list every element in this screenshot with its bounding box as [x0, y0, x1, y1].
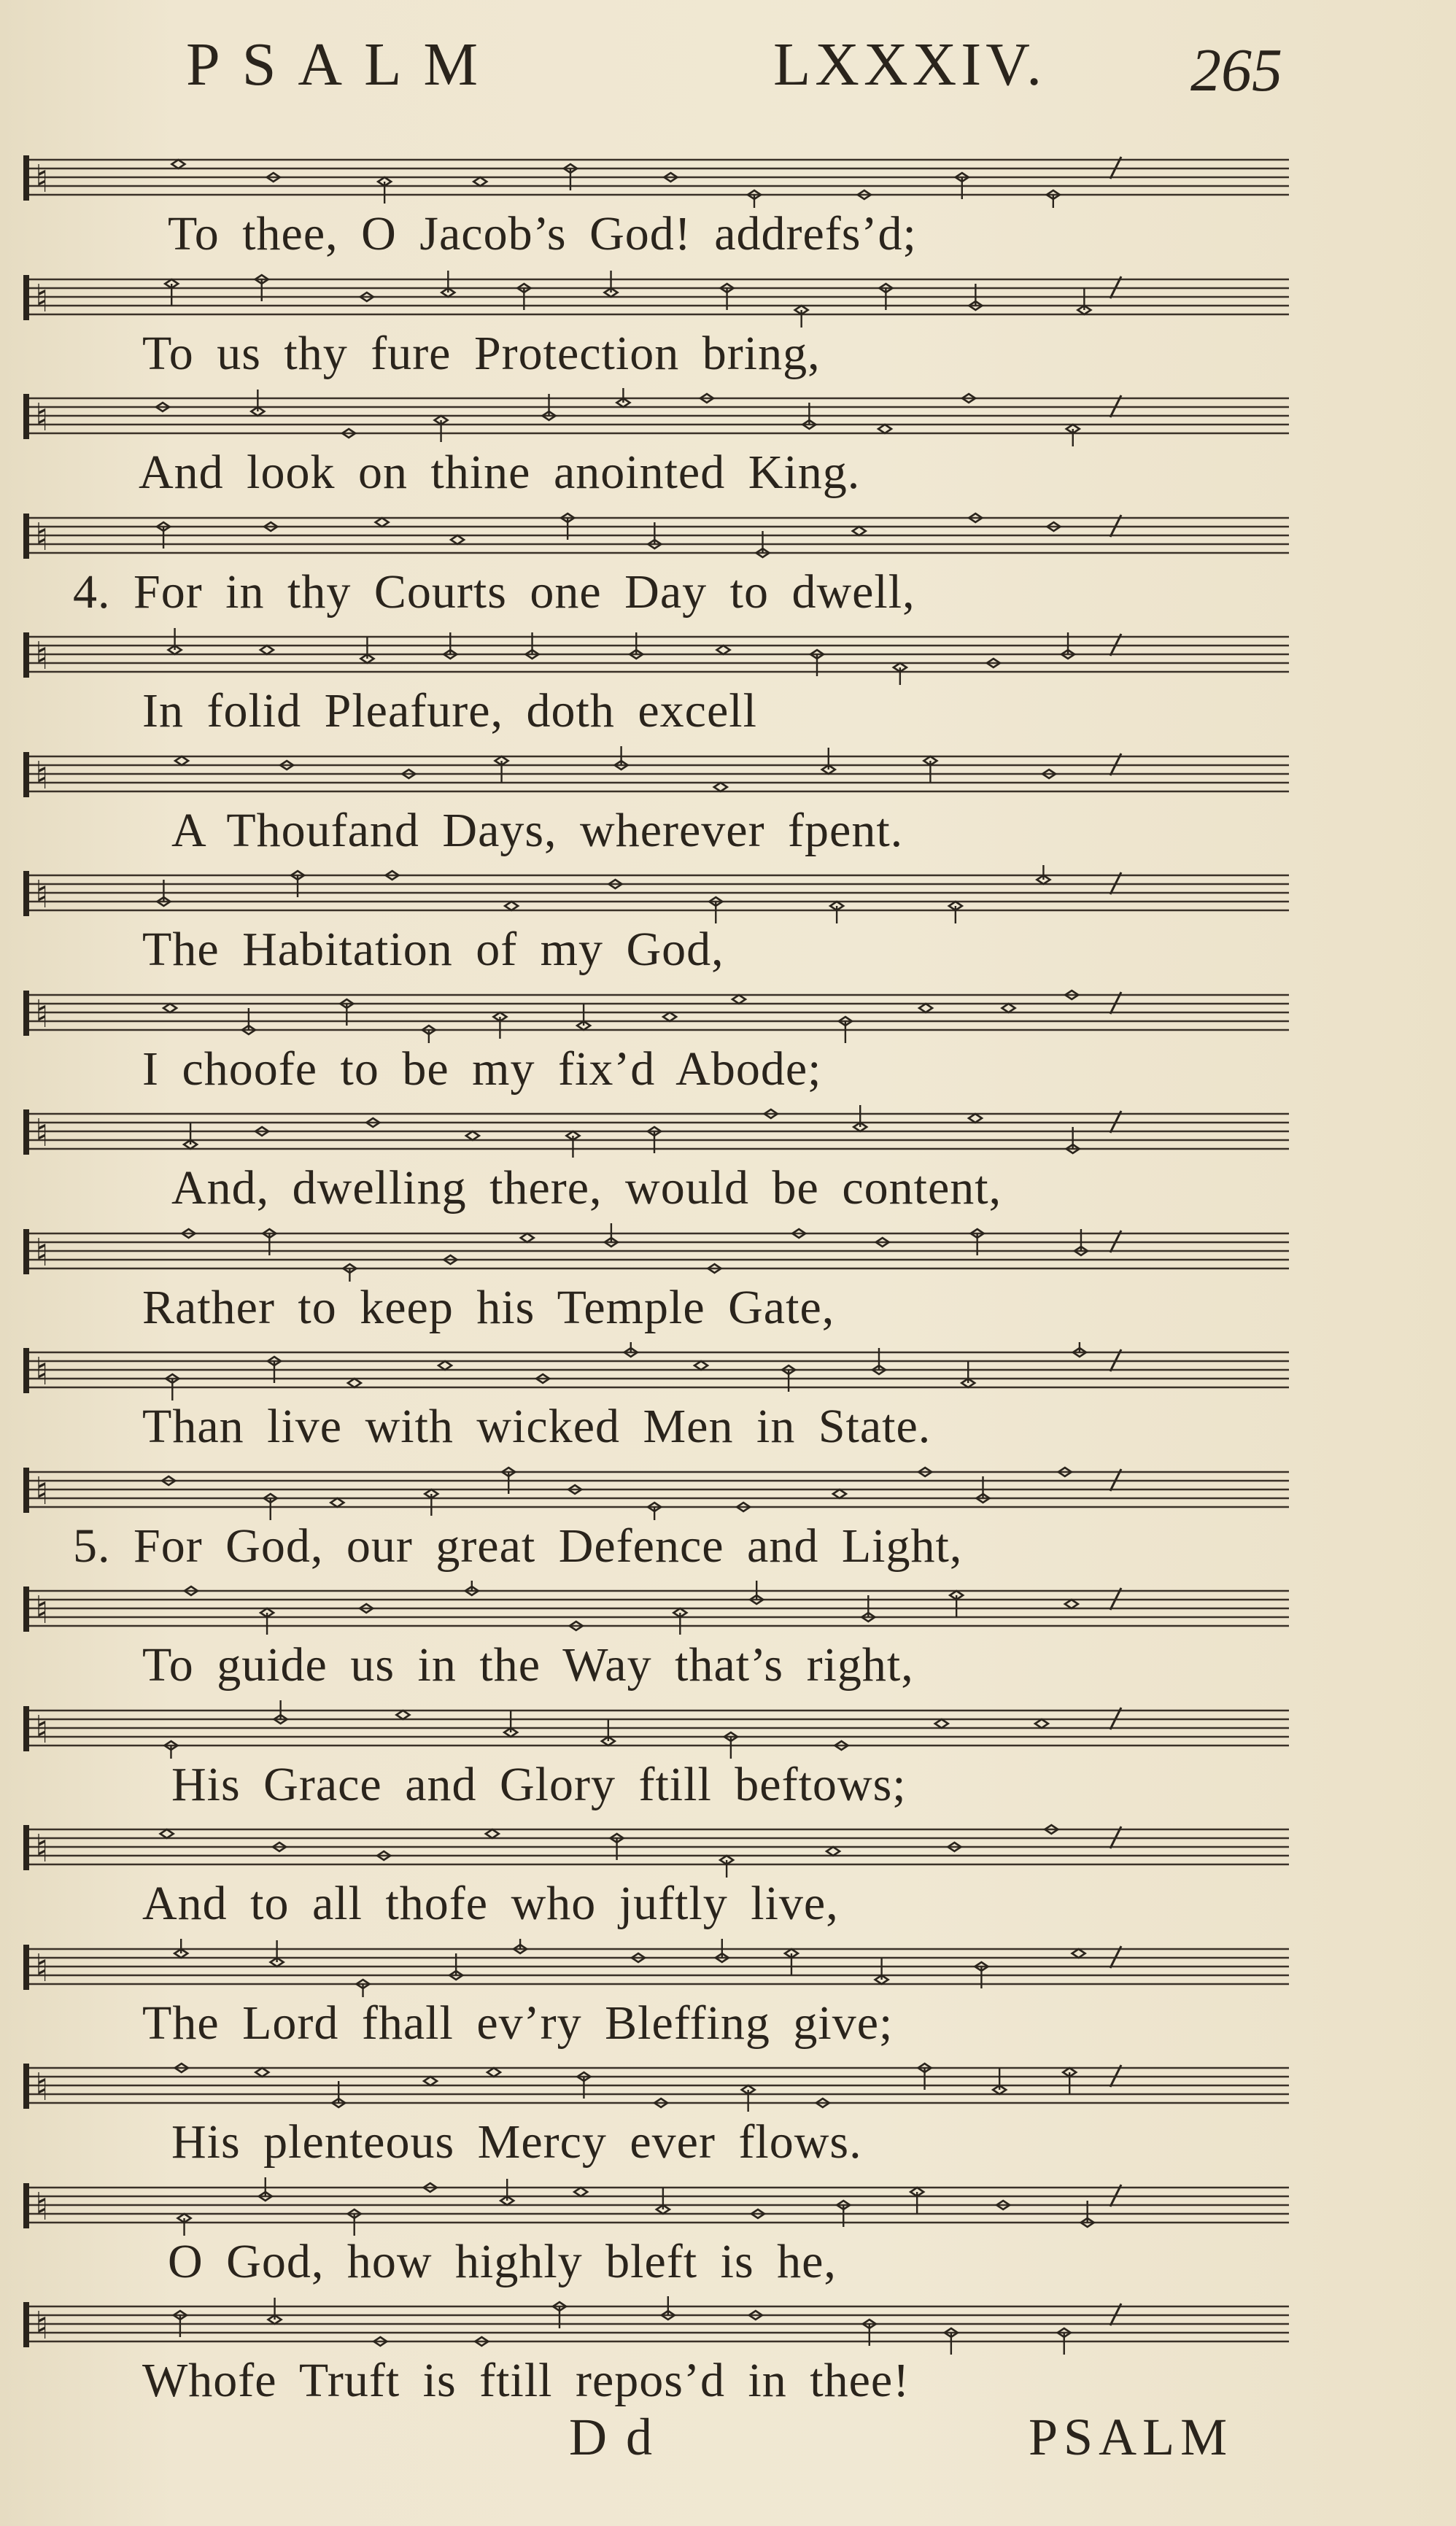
note-head: [1072, 1949, 1085, 1958]
clef-icon: ♮: [35, 1708, 49, 1752]
clef-icon: ♮: [35, 276, 49, 321]
lyric-line: To us thy fure Protection bring,: [142, 326, 821, 380]
clef-bar: [23, 2183, 29, 2228]
music-staff: [16, 150, 1293, 208]
staff-lines: [16, 150, 1293, 208]
music-staff: [16, 1104, 1293, 1162]
music-staff: [16, 865, 1293, 923]
note-head: [833, 1489, 846, 1498]
music-staff: [16, 2177, 1293, 2236]
note-head: [694, 1361, 708, 1370]
note-head: [466, 1131, 479, 1140]
clef-icon: ♮: [35, 1112, 49, 1155]
music-staff: [16, 1939, 1293, 1997]
music-staff: [16, 1223, 1293, 1282]
note-head: [826, 1847, 840, 1856]
clef-icon: ♮: [35, 992, 49, 1037]
lyric-line: And, dwelling there, would be content,: [171, 1161, 1002, 1214]
clef-bar: [23, 752, 29, 797]
note-head: [935, 1719, 948, 1728]
note-head: [521, 1233, 534, 1242]
staff-lines: [16, 627, 1293, 685]
clef-bar: [23, 1229, 29, 1274]
lyric-line: I choofe to be my fix’d Abode;: [142, 1042, 822, 1096]
music-staff: [16, 388, 1293, 446]
clef-bar: [23, 1706, 29, 1751]
lyric-line: Whofe Truft is ftill repos’d in thee!: [142, 2354, 910, 2407]
music-staff: [16, 2296, 1293, 2355]
staff-lines: [16, 2058, 1293, 2116]
clef-icon: ♮: [35, 635, 49, 678]
clef-icon: ♮: [35, 396, 49, 440]
clef-icon: ♮: [35, 2185, 49, 2229]
clef-icon: ♮: [35, 753, 49, 798]
note-head: [853, 527, 866, 535]
note-head: [1002, 1004, 1015, 1012]
lyric-line: A Thoufand Days, wherever fpent.: [171, 803, 904, 857]
music-staff: [16, 627, 1293, 685]
note-head: [438, 1361, 452, 1370]
clef-icon: ♮: [35, 1469, 49, 1514]
note-head: [348, 1379, 361, 1387]
page-header: [0, 22, 1456, 102]
lyric-line: Than live with wicked Men in State.: [142, 1400, 932, 1453]
staff-lines: [16, 1104, 1293, 1162]
psalm-number: LXXXIV.: [773, 31, 1047, 98]
staff-lines: [16, 388, 1293, 446]
clef-bar: [23, 1348, 29, 1393]
staff-lines: [16, 865, 1293, 923]
lyric-line: 4. For in thy Courts one Day to dwell,: [73, 565, 915, 619]
note-head: [255, 2068, 268, 2077]
music-staff: [16, 1462, 1293, 1520]
staff-lines: [16, 2177, 1293, 2236]
note-head: [969, 1114, 982, 1123]
clef-icon: ♮: [35, 1589, 49, 1632]
clef-icon: ♮: [35, 873, 49, 917]
clef-icon: ♮: [35, 1827, 49, 1871]
note-head: [396, 1711, 409, 1719]
music-staff: [16, 269, 1293, 328]
lyric-line: And to all thofe who juftly live,: [142, 1877, 839, 1930]
clef-icon: ♮: [35, 2304, 49, 2348]
note-head: [163, 1004, 177, 1012]
lyric-line: Rather to keep his Temple Gate,: [142, 1280, 835, 1334]
note-head: [330, 1498, 344, 1507]
lyric-line: In folid Pleafure, doth excell: [142, 684, 757, 737]
lyric-line: To thee, O Jacob’s God! addrefs’d;: [168, 207, 917, 260]
clef-icon: ♮: [35, 1350, 49, 1394]
note-head: [376, 518, 389, 527]
clef-icon: ♮: [35, 1231, 49, 1275]
clef-bar: [23, 514, 29, 559]
staff-lines: [16, 746, 1293, 805]
note-head: [732, 995, 746, 1004]
music-staff: [16, 1700, 1293, 1759]
clef-bar: [23, 871, 29, 916]
clef-icon: ♮: [35, 515, 49, 559]
staff-lines: [16, 269, 1293, 328]
page-footer: [0, 2407, 1456, 2480]
note-head: [451, 535, 464, 544]
staff-lines: [16, 1939, 1293, 1997]
staff-lines: [16, 1819, 1293, 1878]
music-staff: [16, 1342, 1293, 1400]
note-head: [505, 902, 518, 910]
clef-bar: [23, 1587, 29, 1632]
lyric-line: The Habitation of my God,: [142, 923, 724, 976]
staff-lines: [16, 1223, 1293, 1282]
staff-lines: [16, 2296, 1293, 2355]
catchword: PSALM: [1029, 2408, 1234, 2466]
clef-bar: [23, 632, 29, 678]
clef-bar: [23, 275, 29, 320]
note-head: [260, 646, 274, 654]
note-head: [663, 1012, 676, 1021]
signature-mark: Dd: [569, 2408, 671, 2466]
music-staff: [16, 1819, 1293, 1878]
note-head: [919, 1004, 932, 1012]
note-head: [717, 646, 730, 654]
music-staff: [16, 508, 1293, 566]
lyric-line: O God, how highly bleft is he,: [168, 2234, 837, 2288]
staff-lines: [16, 985, 1293, 1043]
clef-bar: [23, 1945, 29, 1990]
music-staff: [16, 985, 1293, 1043]
note-head: [175, 756, 188, 765]
staff-lines: [16, 1581, 1293, 1639]
clef-bar: [23, 1109, 29, 1155]
page-number: 265: [1190, 36, 1282, 104]
staff-lines: [16, 1342, 1293, 1400]
note-head: [171, 160, 185, 168]
note-head: [473, 177, 487, 186]
clef-bar: [23, 1825, 29, 1870]
music-staff: [16, 746, 1293, 805]
clef-bar: [23, 2064, 29, 2109]
lyric-line: 5. For God, our great Defence and Light,: [73, 1519, 963, 1573]
music-staff: [16, 1581, 1293, 1639]
running-title: PSALM: [186, 31, 500, 98]
staff-lines: [16, 508, 1293, 566]
lyric-line: His plenteous Mercy ever flows.: [171, 2115, 862, 2169]
staff-lines: [16, 1462, 1293, 1520]
clef-icon: ♮: [35, 1946, 49, 1991]
lyric-line: To guide us in the Way that’s right,: [142, 1638, 914, 1692]
note-head: [714, 783, 727, 791]
clef-bar: [23, 991, 29, 1036]
music-staff: [16, 2058, 1293, 2116]
note-head: [1065, 1600, 1078, 1608]
note-head: [1035, 1719, 1048, 1728]
clef-icon: ♮: [35, 2066, 49, 2109]
note-head: [160, 1829, 174, 1838]
note-head: [487, 2068, 500, 2077]
note-head: [424, 2077, 437, 2085]
lyric-line: His Grace and Glory ftill beftows;: [171, 1757, 907, 1811]
clef-bar: [23, 2302, 29, 2347]
note-head: [574, 2188, 587, 2196]
staff-lines: [16, 1700, 1293, 1759]
clef-icon: ♮: [35, 158, 49, 201]
clef-bar: [23, 394, 29, 439]
clef-bar: [23, 1468, 29, 1513]
note-head: [486, 1829, 499, 1838]
clef-bar: [23, 155, 29, 201]
note-head: [878, 425, 891, 433]
lyric-line: The Lord fhall ev’ry Bleffing give;: [142, 1996, 894, 2050]
lyric-line: And look on thine anointed King.: [139, 446, 861, 499]
